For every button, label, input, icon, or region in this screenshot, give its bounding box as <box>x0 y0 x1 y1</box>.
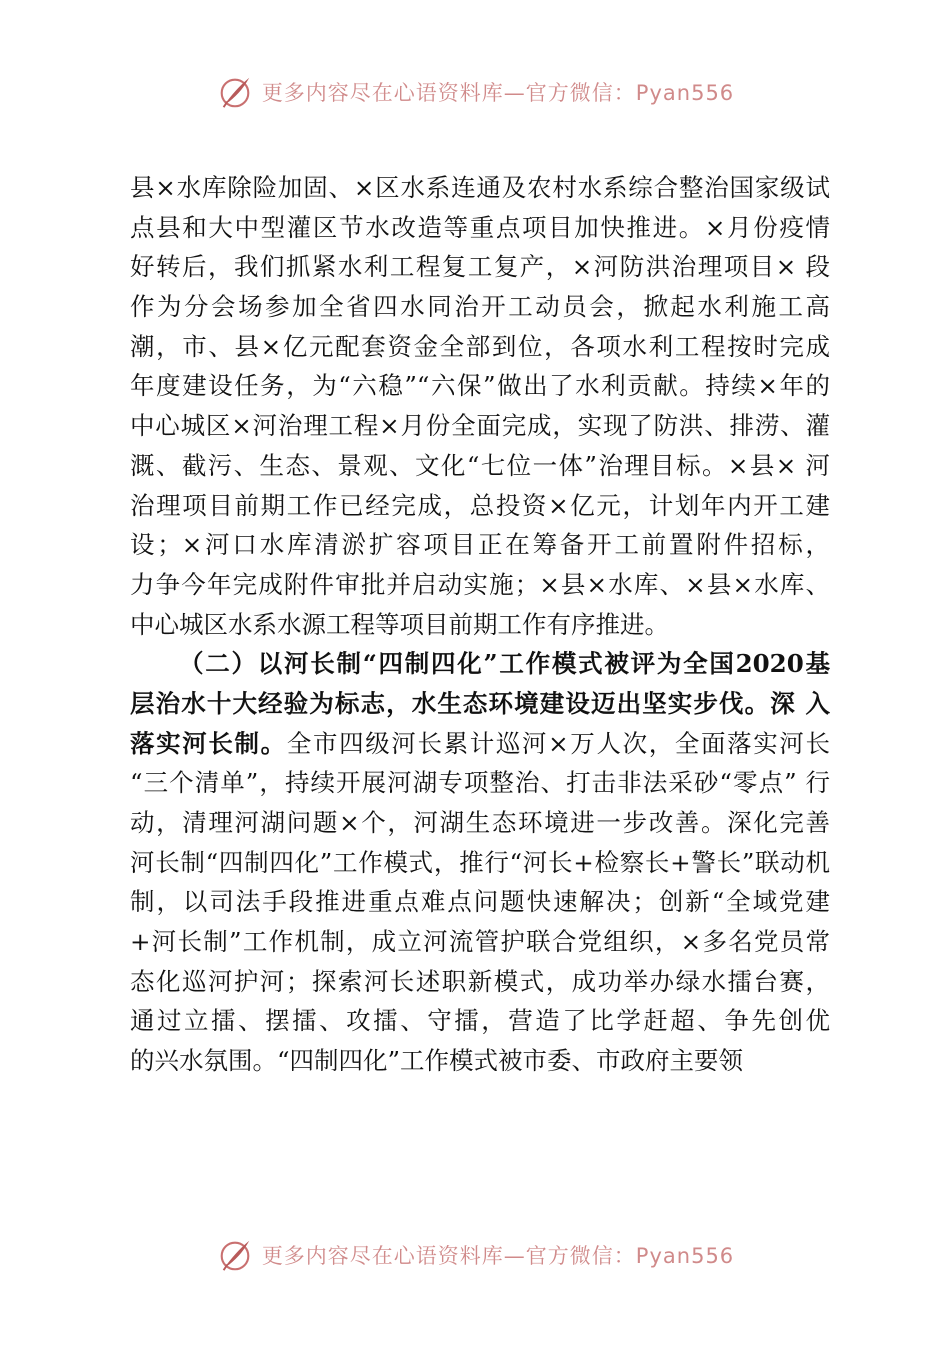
text-line: 潮，市、县×亿元配套资金全部到位，各项水利工程按时完成 <box>130 331 830 361</box>
text-line: 点县和大中型灌区节水改造等重点项目加快推进。×月份疫情 <box>130 212 830 242</box>
text-line: +河长制”工作机制，成立河流管护联合党组织，×多名党员常 <box>130 927 830 957</box>
text-run: 全市四级河长累计巡河×万人次，全面落实河长 <box>286 728 831 758</box>
text-line: 通过立擂、摆擂、攻擂、守擂，营造了比学赶超、争先创优 <box>130 1006 830 1036</box>
text-line: “三个清单”，持续开展河湖专项整治、打击非法采砂“零点” 行 <box>130 768 830 798</box>
document-body <box>130 168 830 1081</box>
text-line: 力争今年完成附件审批并启动实施；×县×水库、×县×水库、 <box>130 569 830 599</box>
text-line: 河长制“四制四化”工作模式，推行“河长+检察长+警长”联动机 <box>130 847 830 877</box>
text-line: 好转后，我们抓紧水利工程复工复产，×河防洪治理项目× 段 <box>130 252 830 282</box>
watermark-text: 更多内容尽在心语资料库—官方微信：Pyan556 <box>261 81 735 105</box>
watermark-header <box>0 70 950 114</box>
text-line: 的兴水氛围。“四制四化”工作模式被市委、市政府主要领 <box>130 1046 744 1076</box>
text-line: 动，清理河湖问题×个，河湖生态环境进一步改善。深化完善 <box>130 808 830 837</box>
section-heading: 层治水十大经验为标志，水生态环境建设迈出坚实步伐。深 入 <box>130 688 830 718</box>
quill-logo-icon <box>216 1236 254 1274</box>
text-line: 中心城区×河治理工程×月份全面完成，实现了防洪、排涝、灌 <box>130 411 830 441</box>
text-line: 设；×河口水库清淤扩容项目正在筹备开工前置附件招标， <box>130 530 830 560</box>
section-heading: （二）以河长制“四制四化”工作模式被评为全国2020基 <box>179 649 830 679</box>
text-line <box>130 724 830 764</box>
text-line: 中心城区水系水源工程等项目前期工作有序推进。 <box>130 609 669 639</box>
text-line: 县×水库除险加固、×区水系连通及农村水系综合整治国家级试 <box>130 173 830 202</box>
text-line: 态化巡河护河；探索河长述职新模式，成功举办绿水擂台赛， <box>130 966 830 996</box>
subheading-bold: 落实河长制。 <box>130 728 287 758</box>
text-line: 制，以司法手段推进重点难点问题快速解决；创新“全域党建 <box>130 887 830 917</box>
paragraph-1 <box>130 168 830 644</box>
text-line: 治理项目前期工作已经完成，总投资×亿元，计划年内开工建 <box>130 490 830 520</box>
quill-logo-icon <box>216 73 254 111</box>
text-line: 作为分会场参加全省四水同治开工动员会，掀起水利施工高 <box>130 292 830 322</box>
text-line: 年度建设任务，为“六稳”“六保”做出了水利贡献。持续×年的 <box>130 371 830 401</box>
paragraph-2 <box>130 644 830 1081</box>
watermark-footer <box>0 1233 950 1277</box>
watermark-text: 更多内容尽在心语资料库—官方微信：Pyan556 <box>261 1244 735 1268</box>
text-line: 溉、截污、生态、景观、文化“七位一体”治理目标。×县× 河 <box>130 450 830 480</box>
